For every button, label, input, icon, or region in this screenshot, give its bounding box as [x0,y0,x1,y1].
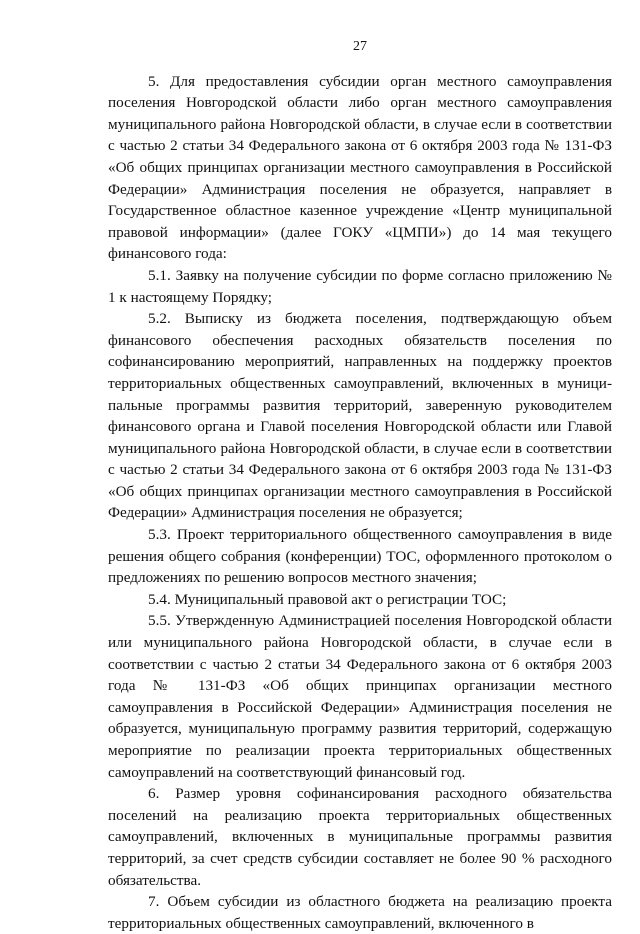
paragraph-5: 5. Для предоставления субсидии орган местного самоуправления поселения Новгородской области либо орган местного самоуправления муниципального района Новгородской области, в случае если в соответствии с частью 2 статьи 34 Федерального закона от 6 октября 2003 года № 131-ФЗ «Об общих принципах организации местного самоуправления в Российской Федерации» Администрация поселения не образуется, направляет в Государственное областное казенное учреждение «Центр муниципальной правовой информации» (далее ГОКУ «ЦМПИ») до 14 мая текущего финансового года: [108,72,612,263]
paragraph-5-2: 5.2. Выписку из бюджета поселения, подтверждающую объем финансового обеспечения расходных обязательств поселения по софинансированию мероприятий, направленных на поддержку проектов территориальных общественных самоуправлений, включенных в муници-пальные программы развития территорий, заверенную руководителем финансового органа и Главой поселения Новгородской области или Главой муниципального района Новгородской области, в случае если в соответствии с частью 2 статьи 34 Федерального закона от 6 октября 2003 года № 131-ФЗ «Об общих принципах организации местного самоуправления в Российской Федерации» Администрация поселения не образуется; [108,310,612,522]
paragraph-5-4: 5.4. Муниципальный правовой акт о регистрации ТОС; [148,590,507,608]
paragraph-7: 7. Объем субсидии из областного бюджета на реализацию проекта территориальных общественных самоуправлений, включенного в [108,893,612,932]
paragraph-5-3: 5.3. Проект территориального общественного самоуправления в виде решения общего собрания (конференции) ТОС, оформленного протоколом о предложениях по решению вопросов местного значения; [108,526,612,587]
paragraph-5-1: 5.1. Заявку на получение субсидии по форме согласно приложению № 1 к настоящему Порядку; [108,266,612,306]
paragraph-5-5: 5.5. Утвержденную Администрацией поселения Новгородской области или муниципального района Новгородской области, в случае если в соответствии с частью 2 статьи 34 Федерального закона от 6 октября 2003 года № 131-ФЗ «Об общих принципах организации местного самоуправления в Российской Федерации» Администрация поселения не образуется, муниципальную программу развития территорий, содержащую мероприятие по реализации проекта территориальных общественных самоуправлений на соответствующий финансовый год. [108,612,612,781]
paragraph-6: 6. Размер уровня софинансирования расходного обязательства поселений на реализацию проекта территориальных общественных самоуправлений, включенных в муниципальные программы развития территорий, за счет средств субсидии составляет не более 90 % расходного обязательства. [108,785,612,889]
page-number: 27 [353,39,367,54]
